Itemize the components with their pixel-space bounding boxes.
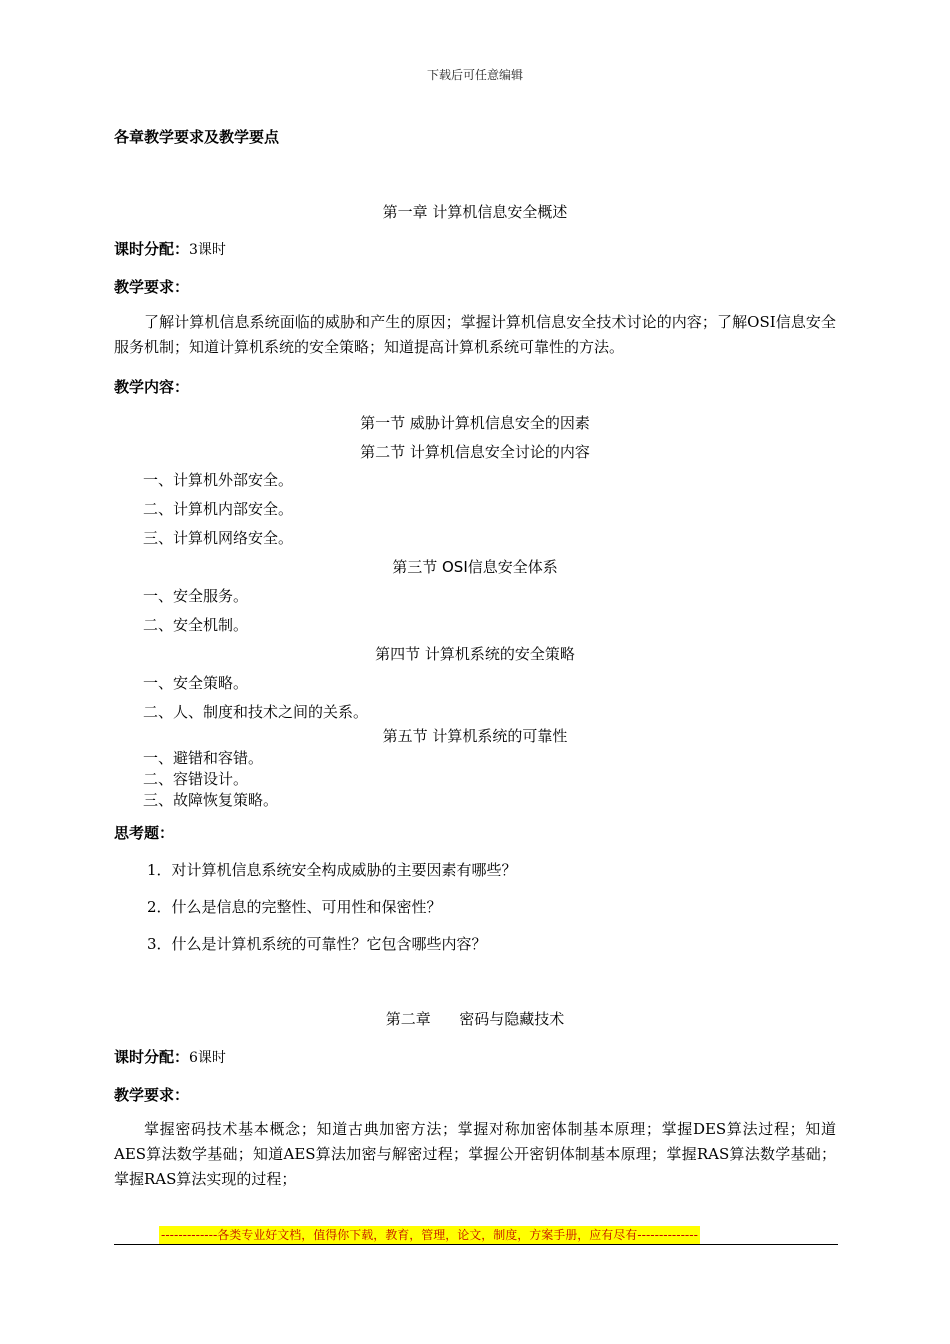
question-item: 1．对计算机信息系统安全构成威胁的主要因素有哪些？ [147, 861, 517, 879]
page-header-note: 下载后可任意编辑 [426, 68, 523, 82]
section-1-title: 第一节 威胁计算机信息安全的因素 [360, 414, 590, 432]
chapter2-req-heading [114, 1084, 189, 1105]
chapter1-hours [114, 238, 226, 259]
hours-label: 课时分配： [114, 1048, 190, 1066]
list-item: 三、计算机网络安全。 [143, 529, 294, 547]
list-item: 一、计算机外部安全。 [143, 471, 294, 489]
list-item: 二、计算机内部安全。 [143, 500, 294, 518]
section-2-title: 第二节 计算机信息安全讨论的内容 [360, 443, 590, 461]
list-item: 一、安全策略。 [143, 674, 249, 692]
footer-banner: -------------各类专业好文档，值得你下载，教育，管理，论文，制度，方案手册，应有尽有-------------- [161, 1228, 698, 1242]
hours-label: 课时分配： [114, 240, 190, 258]
hours-value: 6课时 [189, 1050, 226, 1066]
list-item: 一、避错和容错。 [143, 749, 264, 767]
chapter2-req-text: 掌握密码技术基本概念；知道古典加密方法；掌握对称加密体制基本原理；掌握DES算法过程；知道AES算法数学基础；知道AES算法加密与解密过程；掌握公开密钥体制基本原理；掌握RAS算法数学基础；掌握RAS算法实现的过程； [114, 1120, 836, 1188]
chapter1-content-heading [114, 376, 189, 397]
req-label: 教学要求： [114, 278, 190, 296]
list-item: 二、容错设计。 [143, 770, 249, 788]
list-item: 一、安全服务。 [143, 587, 249, 605]
chapter2-hours [114, 1046, 226, 1067]
req-label: 教学要求： [114, 1086, 190, 1104]
chapter1-req-heading [114, 276, 189, 297]
chapter1-title: 第一章 计算机信息安全概述 [382, 203, 568, 221]
chapter1-questions-heading [114, 822, 174, 843]
list-item: 二、安全机制。 [143, 616, 249, 634]
list-item: 二、人、制度和技术之间的关系。 [143, 703, 369, 721]
document-title: 各章教学要求及教学要点 [114, 128, 280, 146]
hours-value: 3课时 [189, 242, 226, 258]
chapter1-req-text: 了解计算机信息系统面临的威胁和产生的原因；掌握计算机信息安全技术讨论的内容；了解OSI信息安全服务机制；知道计算机系统的安全策略；知道提高计算机系统可靠性的方法。 [114, 313, 836, 356]
questions-label: 思考题： [114, 824, 175, 842]
section-3-title: 第三节 OSI信息安全体系 [392, 558, 558, 576]
chapter2-title: 第二章 密码与隐藏技术 [385, 1010, 565, 1028]
question-item: 3．什么是计算机系统的可靠性？它包含哪些内容？ [147, 935, 487, 953]
content-label: 教学内容： [114, 378, 190, 396]
footer-rule [114, 1244, 838, 1245]
section-4-title: 第四节 计算机系统的安全策略 [375, 645, 575, 663]
question-item: 2．什么是信息的完整性、可用性和保密性？ [147, 898, 442, 916]
section-5-title: 第五节 计算机系统的可靠性 [382, 727, 568, 745]
list-item: 三、故障恢复策略。 [143, 791, 279, 809]
